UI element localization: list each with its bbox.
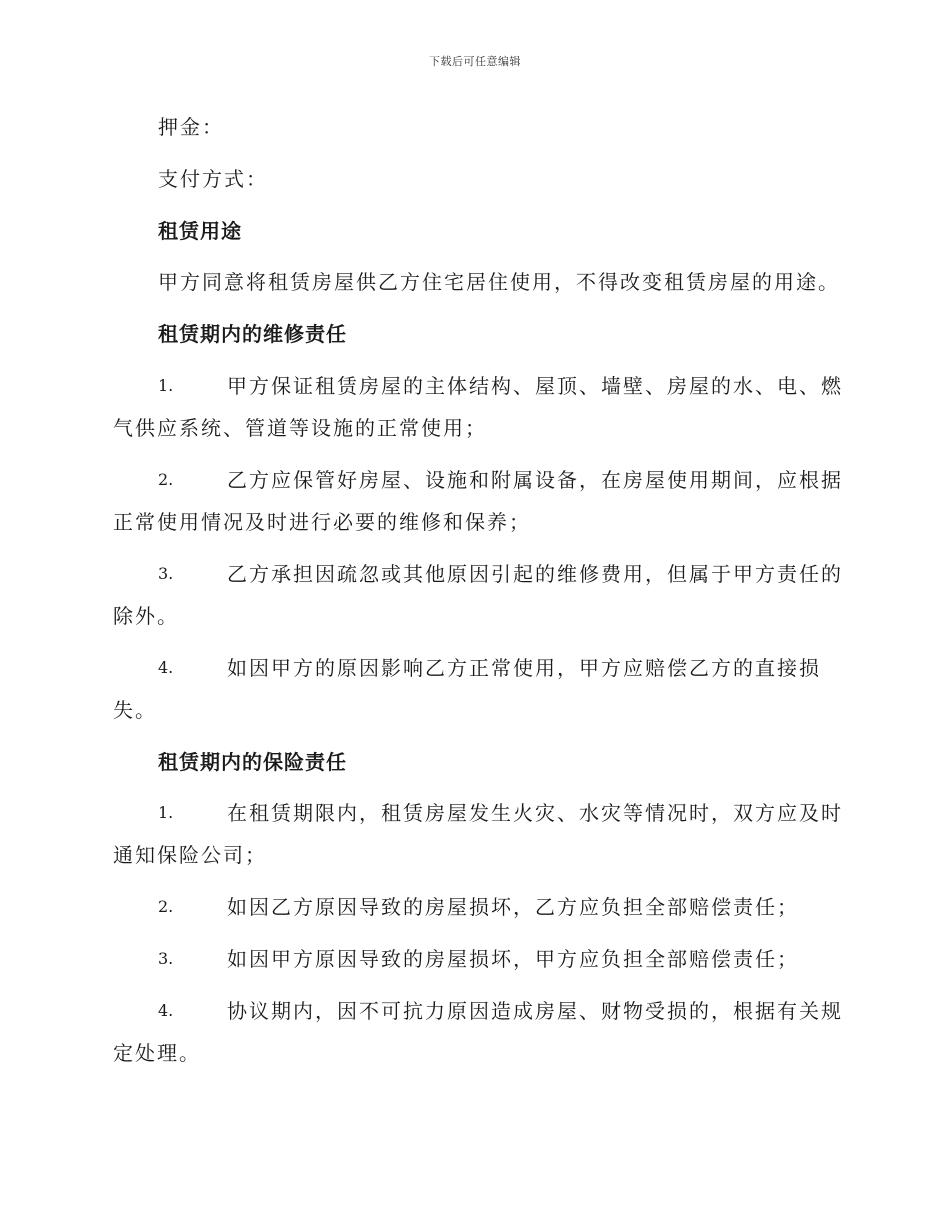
list-item-text-continued: 气供应系统、管道等设施的正常使用；	[113, 416, 487, 440]
list-item-text: 在租赁期限内，租赁房屋发生火灾、水灾等情况时，双方应及时	[227, 801, 843, 825]
list-item-number: 2.	[158, 897, 174, 916]
list-item-text-continued: 定处理。	[113, 1041, 201, 1065]
list-item-text-continued: 除外。	[113, 604, 179, 628]
list-item-number: 3.	[158, 949, 174, 968]
section-heading-insurance: 租赁期内的保险责任	[158, 750, 347, 774]
list-item-number: 3.	[158, 564, 174, 583]
list-item-text: 乙方承担因疏忽或其他原因引起的维修费用，但属于甲方责任的	[227, 562, 843, 586]
list-item-text: 如因甲方的原因影响乙方正常使用，甲方应赔偿乙方的直接损	[227, 656, 821, 680]
list-item-number: 4.	[158, 658, 174, 677]
list-item-text-continued: 通知保险公司；	[113, 843, 267, 867]
payment-method-label: 支付方式：	[158, 167, 268, 191]
page-header: 下载后可任意编辑	[429, 55, 521, 68]
section-heading-maintenance: 租赁期内的维修责任	[158, 322, 347, 346]
list-item-text-continued: 失。	[113, 698, 157, 722]
list-item-text: 乙方应保管好房屋、设施和附属设备，在房屋使用期间，应根据	[227, 468, 843, 492]
list-item-number: 2.	[158, 470, 174, 489]
list-item-text: 如因甲方原因导致的房屋损坏，甲方应负担全部赔偿责任；	[227, 947, 799, 971]
list-item-number: 1.	[158, 803, 174, 822]
list-item-text-continued: 正常使用情况及时进行必要的维修和保养；	[113, 510, 531, 534]
section-heading-usage: 租赁用途	[158, 219, 242, 243]
deposit-label: 押金：	[158, 115, 224, 139]
list-item-number: 1.	[158, 376, 174, 395]
list-item-number: 4.	[158, 1001, 174, 1020]
list-item-text: 如因乙方原因导致的房屋损坏，乙方应负担全部赔偿责任；	[227, 895, 799, 919]
list-item-text: 甲方保证租赁房屋的主体结构、屋顶、墙壁、房屋的水、电、燃	[227, 374, 843, 398]
usage-paragraph: 甲方同意将租赁房屋供乙方住宅居住使用，不得改变租赁房屋的用途。	[158, 270, 840, 294]
list-item-text: 协议期内，因不可抗力原因造成房屋、财物受损的，根据有关规	[227, 999, 843, 1023]
